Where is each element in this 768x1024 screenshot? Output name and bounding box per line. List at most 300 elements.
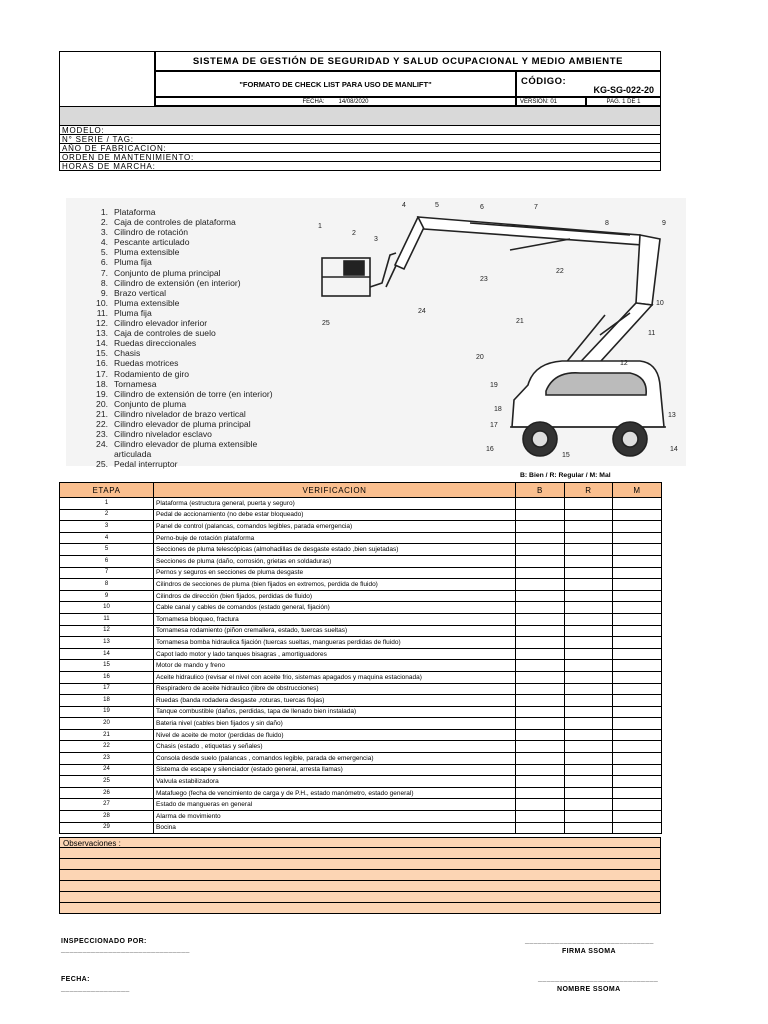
row-verificacion: Matafuego (fecha de vencimiento de carga y de P.H., estado manómetro, estado general) xyxy=(154,787,516,799)
row-etapa: 27 xyxy=(60,799,154,811)
part-number: 8. xyxy=(100,277,108,288)
row-check-b[interactable] xyxy=(516,811,565,823)
row-check-b[interactable] xyxy=(516,822,565,834)
info-field-hours[interactable]: HORAS DE MARCHA: xyxy=(59,162,661,171)
part-label: Tornamesa xyxy=(114,378,157,389)
part-label: Pedal interruptor xyxy=(114,459,178,470)
part-number: 18. xyxy=(96,378,108,389)
row-check-r[interactable] xyxy=(565,822,613,834)
row-check-b[interactable] xyxy=(516,579,565,591)
row-verificacion: Sistema de escape y silenciador (estado general, arresta llamas) xyxy=(154,764,516,776)
part-item xyxy=(86,278,336,288)
row-check-b[interactable] xyxy=(516,718,565,730)
row-check-m[interactable] xyxy=(613,498,662,510)
callout-number: 13 xyxy=(668,412,676,419)
part-number: 4. xyxy=(100,237,108,248)
row-check-m[interactable] xyxy=(613,637,662,649)
row-check-b[interactable] xyxy=(516,660,565,672)
table-row xyxy=(60,521,662,533)
part-label: Rodamiento de giro xyxy=(114,368,190,379)
part-label: Pluma fija xyxy=(114,307,152,318)
row-check-m[interactable] xyxy=(613,683,662,695)
part-label: Caja de controles de suelo xyxy=(114,328,216,339)
callout-number: 24 xyxy=(418,308,426,315)
row-check-b[interactable] xyxy=(516,753,565,765)
part-label: Plataforma xyxy=(114,207,156,217)
row-check-m[interactable] xyxy=(613,567,662,579)
part-item xyxy=(86,429,336,439)
part-item xyxy=(86,207,336,217)
row-check-m[interactable] xyxy=(613,544,662,556)
row-check-m[interactable] xyxy=(613,822,662,834)
observation-line[interactable] xyxy=(59,881,661,892)
callout-number: 17 xyxy=(490,422,498,429)
row-verificacion: Consola desde suelo (palancas , comandos legible, parada de emergencia) xyxy=(154,753,516,765)
table-row xyxy=(60,741,662,753)
table-row xyxy=(60,764,662,776)
date-value: 14/08/2020 xyxy=(338,98,369,105)
row-check-r[interactable] xyxy=(565,532,613,544)
row-check-r[interactable] xyxy=(565,648,613,660)
row-check-m[interactable] xyxy=(613,811,662,823)
row-verificacion: Valvula estabilizadora xyxy=(154,776,516,788)
row-check-r[interactable] xyxy=(565,521,613,533)
part-label: articulada xyxy=(114,449,152,460)
date-label: FECHA: xyxy=(302,98,325,105)
table-row xyxy=(60,579,662,591)
table-row xyxy=(60,776,662,788)
part-number: 1. xyxy=(100,207,108,217)
callout-number: 15 xyxy=(562,452,570,459)
row-etapa: 16 xyxy=(60,671,154,683)
row-verificacion: Aceite hidraulico (revisar el nivel con aceite frio, sistemas apagados y maquina estacionada) xyxy=(154,671,516,683)
part-item xyxy=(86,439,336,449)
row-check-m[interactable] xyxy=(613,776,662,788)
part-number: 17. xyxy=(96,368,108,379)
observations-block xyxy=(59,837,661,914)
part-label: Cilindro nivelador de brazo vertical xyxy=(114,408,246,419)
part-label: Pluma extensible xyxy=(114,247,180,258)
row-check-r[interactable] xyxy=(565,787,613,799)
part-number: 9. xyxy=(100,287,108,298)
row-verificacion: Estado de mangueras en general xyxy=(154,799,516,811)
row-check-m[interactable] xyxy=(613,509,662,521)
row-check-m[interactable] xyxy=(613,799,662,811)
nombre-ssoma-label: NOMBRE SSOMA xyxy=(557,986,621,993)
manlift-illustration xyxy=(300,195,690,465)
row-check-r[interactable] xyxy=(565,625,613,637)
part-label: Caja de controles de plataforma xyxy=(114,217,236,228)
row-check-r[interactable] xyxy=(565,741,613,753)
date-sign-label: FECHA: xyxy=(61,976,90,983)
row-check-m[interactable] xyxy=(613,579,662,591)
row-verificacion: Cilindros de dirección (bien fijados, perdidas de fluido) xyxy=(154,590,516,602)
row-etapa: 5 xyxy=(60,544,154,556)
table-row xyxy=(60,799,662,811)
row-check-b[interactable] xyxy=(516,776,565,788)
row-check-b[interactable] xyxy=(516,729,565,741)
info-field-year[interactable]: AÑO DE FABRICACION: xyxy=(59,144,661,153)
row-etapa: 14 xyxy=(60,648,154,660)
row-check-m[interactable] xyxy=(613,753,662,765)
part-item xyxy=(86,399,336,409)
part-label: Ruedas motrices xyxy=(114,358,179,369)
row-verificacion: Bocina xyxy=(154,822,516,834)
col-header-etapa: ETAPA xyxy=(60,483,154,498)
row-etapa: 2 xyxy=(60,509,154,521)
row-etapa: 7 xyxy=(60,567,154,579)
part-number: 21. xyxy=(96,408,108,419)
observation-line[interactable] xyxy=(59,903,661,914)
part-number: 10. xyxy=(96,297,108,308)
part-number: 22. xyxy=(96,418,108,429)
part-number: 5. xyxy=(100,247,108,258)
row-check-b[interactable] xyxy=(516,521,565,533)
part-item xyxy=(86,227,336,237)
row-etapa: 13 xyxy=(60,637,154,649)
row-check-r[interactable] xyxy=(565,498,613,510)
row-check-r[interactable] xyxy=(565,602,613,614)
table-row xyxy=(60,602,662,614)
row-check-m[interactable] xyxy=(613,613,662,625)
callout-number: 18 xyxy=(494,406,502,413)
table-row xyxy=(60,822,662,834)
table-row xyxy=(60,695,662,707)
part-number: 19. xyxy=(96,388,108,399)
table-row xyxy=(60,787,662,799)
row-check-b[interactable] xyxy=(516,590,565,602)
row-etapa: 21 xyxy=(60,729,154,741)
part-number: 25. xyxy=(96,459,108,470)
parts-list xyxy=(86,207,336,469)
info-field-order[interactable]: ORDEN DE MANTENIMIENTO: xyxy=(59,153,661,162)
table-row xyxy=(60,660,662,672)
control-box-shape xyxy=(344,261,364,275)
firma-ssoma-label: FIRMA SSOMA xyxy=(562,948,616,955)
callout-number: 11 xyxy=(648,330,656,337)
row-etapa: 15 xyxy=(60,660,154,672)
row-check-r[interactable] xyxy=(565,753,613,765)
row-verificacion: Secciones de pluma telescópicas (almohadillas de desgaste estado ,bien sujetadas) xyxy=(154,544,516,556)
row-check-b[interactable] xyxy=(516,648,565,660)
part-label: Cilindro de rotación xyxy=(114,227,189,238)
part-item xyxy=(86,257,336,267)
row-etapa: 28 xyxy=(60,811,154,823)
row-check-r[interactable] xyxy=(565,811,613,823)
row-check-b[interactable] xyxy=(516,706,565,718)
row-check-r[interactable] xyxy=(565,776,613,788)
observation-line[interactable] xyxy=(59,892,661,903)
part-label: Cilindro elevador de pluma principal xyxy=(114,418,251,429)
part-item xyxy=(86,247,336,257)
rating-legend: B: Bien / R: Regular / M: Mal xyxy=(520,472,611,479)
row-etapa: 12 xyxy=(60,625,154,637)
callout-number: 16 xyxy=(486,446,494,453)
table-row xyxy=(60,753,662,765)
part-number: 2. xyxy=(100,217,108,228)
part-item xyxy=(86,419,336,429)
row-check-r[interactable] xyxy=(565,555,613,567)
table-row xyxy=(60,555,662,567)
part-number: 7. xyxy=(100,267,108,278)
row-check-m[interactable] xyxy=(613,718,662,730)
row-check-m[interactable] xyxy=(613,555,662,567)
table-row xyxy=(60,567,662,579)
checklist-table xyxy=(59,482,662,834)
row-check-m[interactable] xyxy=(613,671,662,683)
row-etapa: 6 xyxy=(60,555,154,567)
row-verificacion: Tornamesa rodamiento (piñon cremallera, estado, tuercas sueltas) xyxy=(154,625,516,637)
row-check-b[interactable] xyxy=(516,555,565,567)
row-check-r[interactable] xyxy=(565,509,613,521)
observation-line[interactable] xyxy=(59,859,661,870)
row-check-m[interactable] xyxy=(613,590,662,602)
part-item xyxy=(86,379,336,389)
version-cell: VERSIÓN: 01 xyxy=(516,97,586,106)
row-check-m[interactable] xyxy=(613,602,662,614)
table-row xyxy=(60,498,662,510)
table-row xyxy=(60,706,662,718)
nombre-line[interactable]: ____________________________ xyxy=(538,976,659,983)
callout-number: 19 xyxy=(490,382,498,389)
callout-number: 23 xyxy=(480,276,488,283)
part-label: Conjunto de pluma xyxy=(114,398,187,409)
part-label: Ruedas direccionales xyxy=(114,338,197,349)
row-check-r[interactable] xyxy=(565,683,613,695)
row-verificacion: Ruedas (banda rodadera desgaste ,roturas, tuercas flojas) xyxy=(154,695,516,707)
part-number: 15. xyxy=(96,348,108,359)
row-etapa: 18 xyxy=(60,695,154,707)
part-label: Conjunto de pluma principal xyxy=(114,267,221,278)
row-check-m[interactable] xyxy=(613,660,662,672)
observations-label: Observaciones : xyxy=(59,837,661,848)
row-check-m[interactable] xyxy=(613,625,662,637)
part-item xyxy=(86,389,336,399)
table-row xyxy=(60,718,662,730)
part-item xyxy=(86,358,336,368)
row-check-r[interactable] xyxy=(565,706,613,718)
row-verificacion: Pedal de accionamiento (no debe estar bloqueado) xyxy=(154,509,516,521)
table-row xyxy=(60,532,662,544)
row-check-r[interactable] xyxy=(565,544,613,556)
callout-number: 8 xyxy=(605,220,609,227)
callout-number: 2 xyxy=(352,230,356,237)
part-item xyxy=(86,288,336,298)
callout-number: 3 xyxy=(374,236,378,243)
part-label: Pluma extensible xyxy=(114,297,180,308)
row-check-b[interactable] xyxy=(516,637,565,649)
part-number: 14. xyxy=(96,338,108,349)
part-item xyxy=(86,268,336,278)
part-number: 13. xyxy=(96,328,108,339)
observation-line[interactable] xyxy=(59,870,661,881)
row-check-r[interactable] xyxy=(565,660,613,672)
row-verificacion: Bateria nivel (cables bien fijados y sin daño) xyxy=(154,718,516,730)
table-row xyxy=(60,729,662,741)
callout-number: 25 xyxy=(322,320,330,327)
row-etapa: 3 xyxy=(60,521,154,533)
date-cell xyxy=(155,97,516,106)
row-check-m[interactable] xyxy=(613,706,662,718)
callout-number: 6 xyxy=(480,204,484,211)
row-verificacion: Perno-buje de rotación plataforma xyxy=(154,532,516,544)
row-check-m[interactable] xyxy=(613,764,662,776)
table-row xyxy=(60,648,662,660)
row-etapa: 20 xyxy=(60,718,154,730)
part-label: Cilindro de extensión (en interior) xyxy=(114,277,241,288)
row-check-b[interactable] xyxy=(516,695,565,707)
row-verificacion: Nivel de aceite de motor (perdidas de fluido) xyxy=(154,729,516,741)
page-cell: PAG. 1 DE 1 xyxy=(586,97,661,106)
row-check-r[interactable] xyxy=(565,579,613,591)
inspected-by-line[interactable]: ______________________________ xyxy=(61,947,190,954)
callout-number: 22 xyxy=(556,268,564,275)
callout-number: 9 xyxy=(662,220,666,227)
row-check-r[interactable] xyxy=(565,764,613,776)
part-number: 11. xyxy=(96,307,108,318)
row-check-m[interactable] xyxy=(613,787,662,799)
row-etapa: 11 xyxy=(60,613,154,625)
part-label: Cilindro elevador inferior xyxy=(114,318,208,329)
row-check-m[interactable] xyxy=(613,695,662,707)
part-label: Brazo vertical xyxy=(114,287,167,298)
firma-line[interactable]: ______________________________ xyxy=(525,938,654,945)
row-check-m[interactable] xyxy=(613,741,662,753)
row-check-b[interactable] xyxy=(516,741,565,753)
code-value: KG-SG-022-20 xyxy=(593,85,654,95)
code-cell xyxy=(516,71,661,97)
row-check-m[interactable] xyxy=(613,729,662,741)
table-row xyxy=(60,811,662,823)
row-etapa: 29 xyxy=(60,822,154,834)
row-check-m[interactable] xyxy=(613,648,662,660)
row-check-r[interactable] xyxy=(565,718,613,730)
part-item xyxy=(86,338,336,348)
callout-number: 21 xyxy=(516,318,524,325)
row-etapa: 22 xyxy=(60,741,154,753)
part-label: Cilindro de extensión de torre (en interior) xyxy=(114,388,273,399)
row-check-b[interactable] xyxy=(516,787,565,799)
col-header-r: R xyxy=(565,483,613,498)
part-number: 16. xyxy=(96,358,108,369)
row-check-b[interactable] xyxy=(516,683,565,695)
row-check-b[interactable] xyxy=(516,764,565,776)
row-verificacion: Respiradero de aceite hidraulico (libre de obstrucciones) xyxy=(154,683,516,695)
table-row xyxy=(60,509,662,521)
row-verificacion: Cable canal y cables de comandos (estado general, fijación) xyxy=(154,602,516,614)
row-check-r[interactable] xyxy=(565,567,613,579)
col-header-verificacion: VERIFICACION xyxy=(154,483,516,498)
row-verificacion: Chasis (estado , etiquetas y señales) xyxy=(154,741,516,753)
row-check-b[interactable] xyxy=(516,613,565,625)
callout-number: 5 xyxy=(435,202,439,209)
row-check-r[interactable] xyxy=(565,695,613,707)
callout-number: 10 xyxy=(656,300,664,307)
row-check-b[interactable] xyxy=(516,544,565,556)
callout-number: 7 xyxy=(534,204,538,211)
row-check-r[interactable] xyxy=(565,729,613,741)
row-check-b[interactable] xyxy=(516,671,565,683)
inspected-by-label: INSPECCIONADO POR: xyxy=(61,938,147,945)
part-number: 23. xyxy=(96,429,108,440)
table-header-row xyxy=(60,483,662,498)
row-check-b[interactable] xyxy=(516,625,565,637)
col-header-m: M xyxy=(613,483,662,498)
part-number: 20. xyxy=(96,398,108,409)
row-verificacion: Tanque combustible (daños, perdidas, tapa de llenado bien instalada) xyxy=(154,706,516,718)
part-item xyxy=(86,369,336,379)
callout-number: 20 xyxy=(476,354,484,361)
part-number: 12. xyxy=(96,318,108,329)
row-verificacion: Tornamesa bloqueo, fractura xyxy=(154,613,516,625)
row-verificacion: Tornamesa bomba hidraulica fijación (tuercas sueltas, mangueras perdidas de fluido) xyxy=(154,637,516,649)
code-label: CÓDIGO: xyxy=(521,76,567,87)
info-field-model[interactable]: MODELO: xyxy=(59,126,661,135)
table-row xyxy=(60,671,662,683)
row-etapa: 10 xyxy=(60,602,154,614)
part-item xyxy=(86,328,336,338)
table-row xyxy=(60,637,662,649)
row-check-r[interactable] xyxy=(565,613,613,625)
part-item xyxy=(86,237,336,247)
format-title: "FORMATO DE CHECK LIST PARA USO DE MANLIFT" xyxy=(155,71,516,97)
callout-number: 14 xyxy=(670,446,678,453)
row-verificacion: Capot lado motor y lado tanques bisagras , amortiguadores xyxy=(154,648,516,660)
row-check-m[interactable] xyxy=(613,532,662,544)
callout-number: 4 xyxy=(402,202,406,209)
row-check-r[interactable] xyxy=(565,799,613,811)
row-etapa: 19 xyxy=(60,706,154,718)
part-label: Cilindro nivelador esclavo xyxy=(114,429,212,440)
part-item xyxy=(86,409,336,419)
row-check-b[interactable] xyxy=(516,602,565,614)
row-verificacion: Panel de control (palancas, comandos legibles, parada emergencia) xyxy=(154,521,516,533)
row-check-b[interactable] xyxy=(516,532,565,544)
part-number: 6. xyxy=(100,257,108,268)
row-etapa: 24 xyxy=(60,764,154,776)
row-check-b[interactable] xyxy=(516,498,565,510)
row-check-m[interactable] xyxy=(613,521,662,533)
row-verificacion: Motor de mando y freno xyxy=(154,660,516,672)
row-check-r[interactable] xyxy=(565,590,613,602)
header-gray-band xyxy=(59,106,661,126)
system-title: SISTEMA DE GESTIÓN DE SEGURIDAD Y SALUD OCUPACIONAL Y MEDIO AMBIENTE xyxy=(155,51,661,71)
part-label: Cilindro elevador de pluma extensible xyxy=(114,439,258,450)
row-check-r[interactable] xyxy=(565,671,613,683)
observation-line[interactable] xyxy=(59,848,661,859)
row-check-b[interactable] xyxy=(516,799,565,811)
part-item xyxy=(86,348,336,358)
row-check-b[interactable] xyxy=(516,567,565,579)
row-etapa: 17 xyxy=(60,683,154,695)
table-row xyxy=(60,613,662,625)
info-field-serial[interactable]: N° SERIE / TAG: xyxy=(59,135,661,144)
row-etapa: 23 xyxy=(60,753,154,765)
col-header-b: B xyxy=(516,483,565,498)
part-label: Pescante articulado xyxy=(114,237,190,248)
row-etapa: 1 xyxy=(60,498,154,510)
row-check-b[interactable] xyxy=(516,509,565,521)
row-verificacion: Pernos y seguros en secciones de pluma desgaste xyxy=(154,567,516,579)
row-etapa: 8 xyxy=(60,579,154,591)
row-verificacion: Secciones de pluma (daño, corrosión, grietas en soldaduras) xyxy=(154,555,516,567)
part-item xyxy=(86,217,336,227)
table-row xyxy=(60,683,662,695)
date-sign-line[interactable]: ________________ xyxy=(61,986,130,993)
row-verificacion: Plataforma (estructura general, puerta y seguro) xyxy=(154,498,516,510)
table-row xyxy=(60,590,662,602)
row-check-r[interactable] xyxy=(565,637,613,649)
